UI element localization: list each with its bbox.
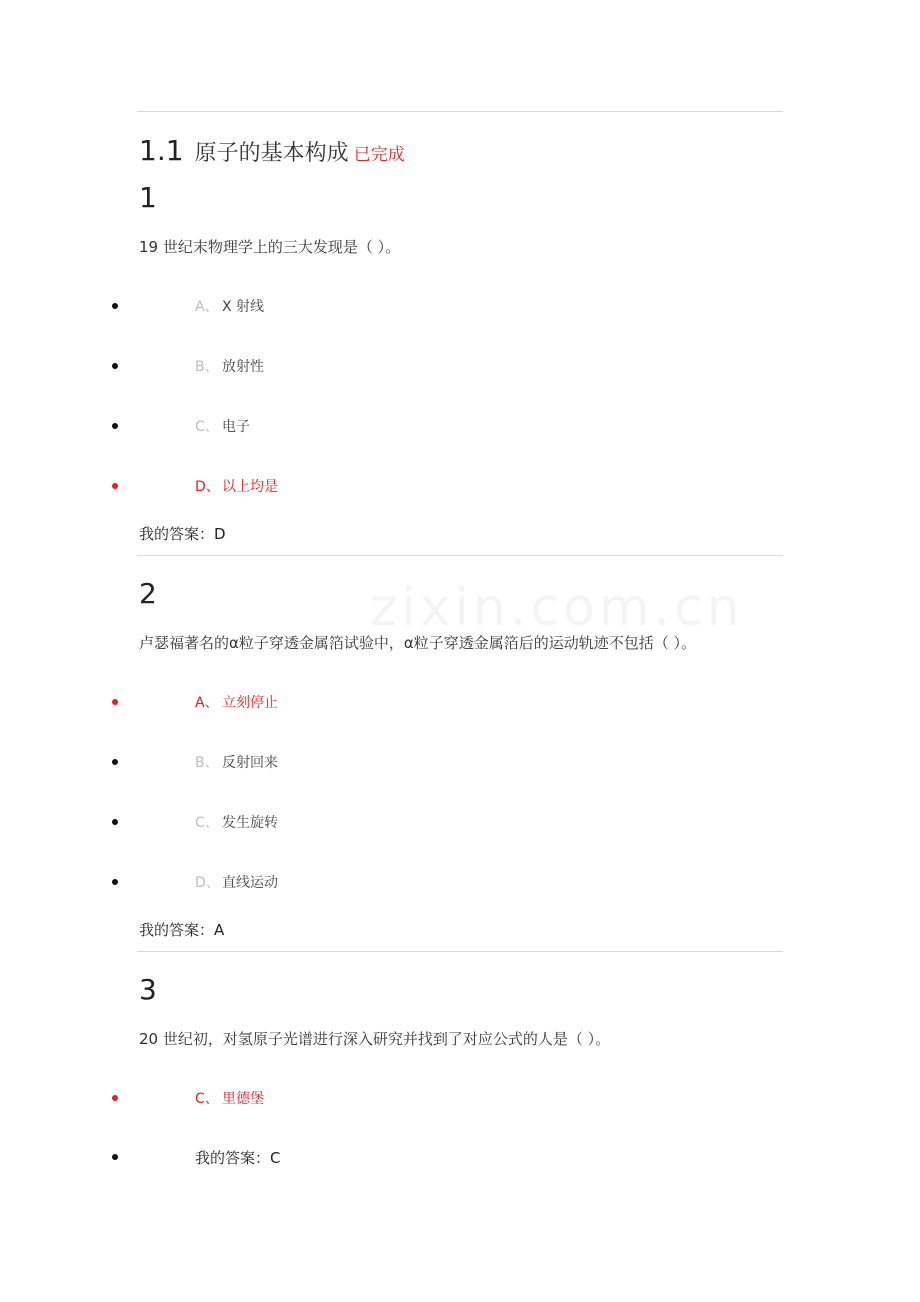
option-c[interactable] xyxy=(0,812,920,834)
option-text: 里德堡 xyxy=(222,1091,264,1107)
option-d[interactable] xyxy=(0,476,920,498)
option-a[interactable] xyxy=(0,692,920,714)
option-text: 立刻停止 xyxy=(222,695,278,711)
question-number: 3 xyxy=(139,973,157,1006)
divider xyxy=(137,111,783,112)
option-text: 放射性 xyxy=(222,359,264,375)
option-c[interactable] xyxy=(0,416,920,438)
option-a[interactable] xyxy=(0,296,920,318)
option-text: 以上均是 xyxy=(222,479,278,495)
question-text: 19 世纪末物理学上的三大发现是（ ）。 xyxy=(139,238,401,256)
bullet xyxy=(112,1095,118,1101)
option-d[interactable] xyxy=(0,872,920,894)
bullet xyxy=(112,699,118,705)
option-letter: A、 xyxy=(195,299,219,315)
option-letter: D、 xyxy=(195,875,220,891)
option-text: 发生旋转 xyxy=(222,815,278,831)
option-letter: C、 xyxy=(195,1091,219,1107)
my-answer-row xyxy=(0,1147,920,1169)
divider xyxy=(137,555,783,556)
bullet xyxy=(112,303,118,309)
bullet xyxy=(112,819,118,825)
question-number: 1 xyxy=(139,181,157,214)
question-text: 20 世纪初，对氢原子光谱进行深入研究并找到了对应公式的人是（ ）。 xyxy=(139,1030,611,1048)
my-answer: 我的答案：D xyxy=(139,525,226,543)
bullet xyxy=(112,1154,118,1160)
option-letter: B、 xyxy=(195,755,219,771)
my-answer: 我的答案：A xyxy=(139,921,225,939)
section-header xyxy=(139,134,405,170)
section-title: 原子的基本构成 xyxy=(194,141,349,166)
option-letter: B、 xyxy=(195,359,219,375)
my-answer: 我的答案：C xyxy=(195,1149,281,1167)
option-letter: C、 xyxy=(195,815,219,831)
divider xyxy=(137,951,783,952)
option-letter: C、 xyxy=(195,419,219,435)
bullet xyxy=(112,759,118,765)
bullet xyxy=(112,879,118,885)
option-letter: D、 xyxy=(195,479,220,495)
option-text: 电子 xyxy=(222,419,250,435)
watermark xyxy=(370,578,744,638)
question-number: 2 xyxy=(139,577,157,610)
option-text: 反射回来 xyxy=(222,755,278,771)
bullet xyxy=(112,423,118,429)
section-number: 1.1 xyxy=(139,134,184,167)
bullet xyxy=(112,363,118,369)
option-text: 直线运动 xyxy=(222,875,278,891)
question-text: 卢瑟福著名的α粒子穿透金属箔试验中，α粒子穿透金属箔后的运动轨迹不包括（ ）。 xyxy=(139,634,697,652)
option-letter: A、 xyxy=(195,695,219,711)
option-text: X 射线 xyxy=(222,299,265,315)
section-status: 已完成 xyxy=(353,145,405,165)
bullet xyxy=(112,483,118,489)
option-b[interactable] xyxy=(0,356,920,378)
option-b[interactable] xyxy=(0,752,920,774)
option-c[interactable] xyxy=(0,1088,920,1110)
